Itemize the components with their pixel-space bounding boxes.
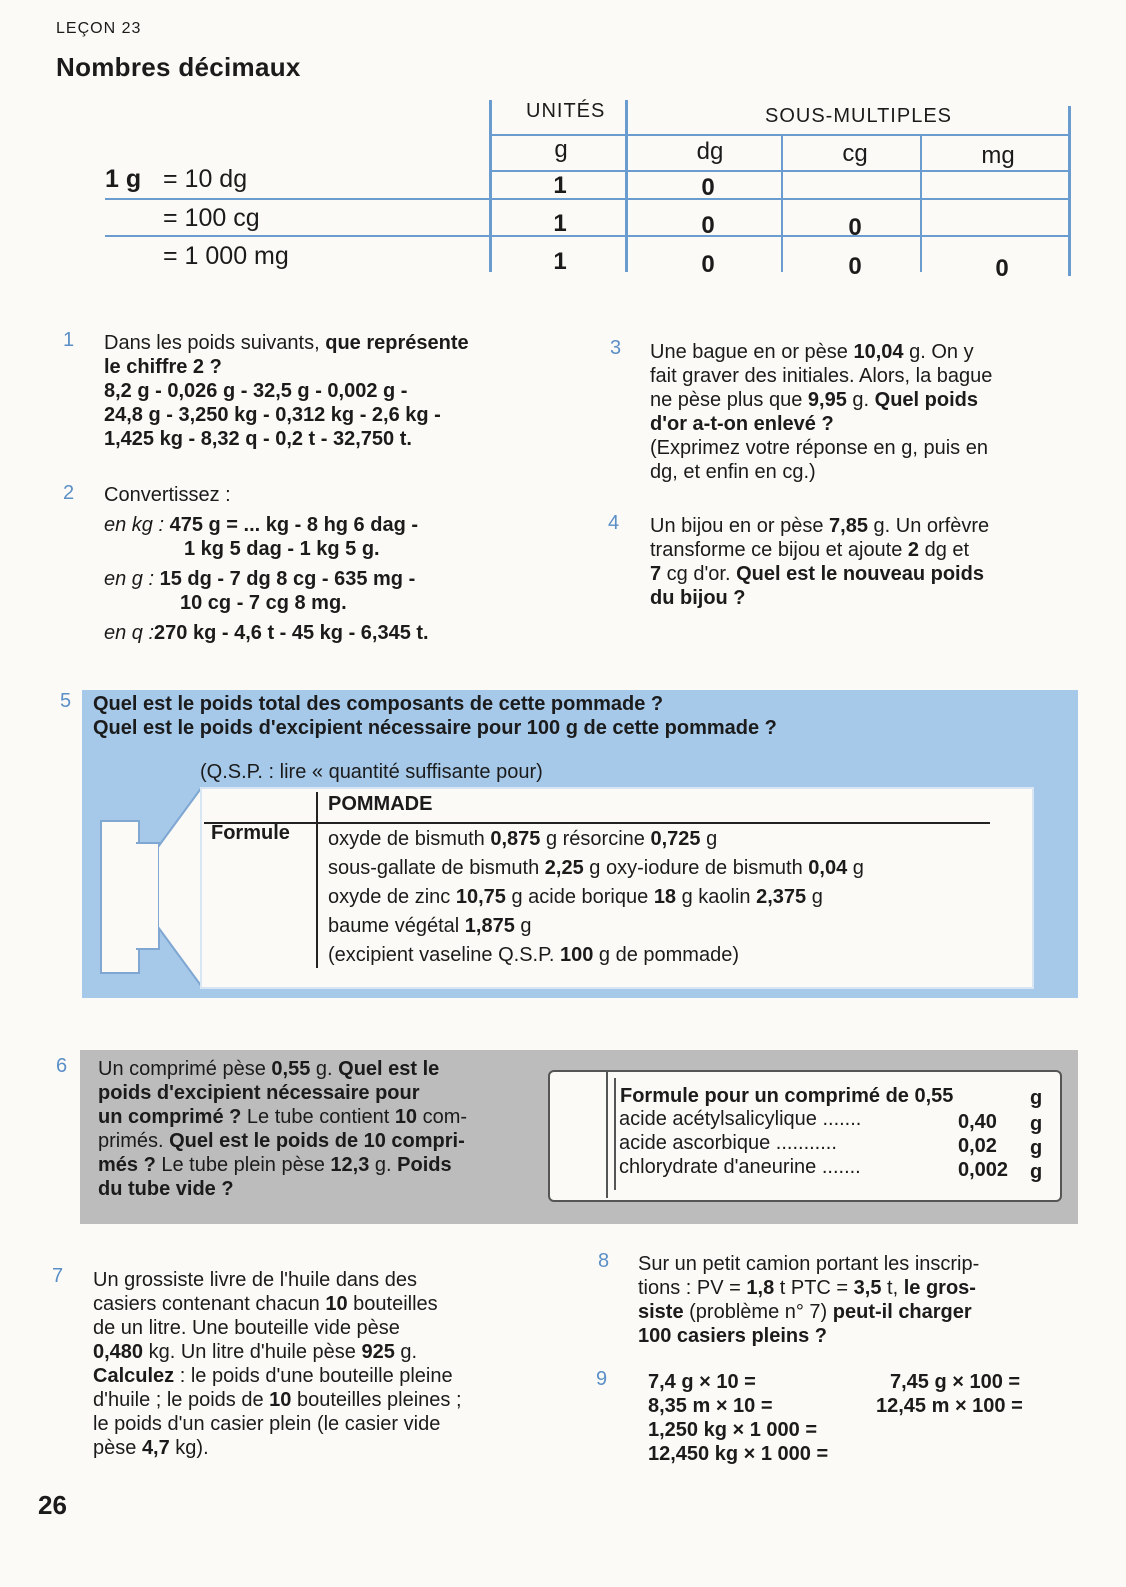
unit-g: g [554, 136, 568, 163]
cell-r1-g: 1 [553, 172, 567, 199]
tube-shoulder-icon [158, 787, 202, 987]
exercise-2: Convertissez : en kg : 475 g = ... kg - 8 hg 6 dag - 1 kg 5 dag - 1 kg 5 g. en g : 15 dg - 7 dg 8 cg - 635 mg - 10 cg - 7 cg 8 mg. en q :270 kg - 4,6 t - 45 kg - 6,345 t. [104, 484, 429, 644]
cell-r2-dg: 0 [701, 212, 715, 239]
row3-eq: = 1 000 mg [163, 242, 289, 270]
cell-r3-cg: 0 [848, 253, 862, 280]
lesson-label: LEÇON 23 [56, 20, 142, 37]
tube-cap-icon [100, 820, 140, 974]
page-number: 26 [38, 1490, 67, 1520]
row1-eq: = 10 dg [163, 165, 248, 193]
exercise-8-number: 8 [598, 1250, 610, 1272]
row1-prefix: 1 g [105, 165, 142, 193]
unit-mg: mg [981, 142, 1015, 169]
ingredient-row: acide acétylsalicylique ....... [619, 1108, 862, 1130]
pommade-formula: oxyde de bismuth 0,875 g résorcine 0,725 g sous-gallate de bismuth 2,25 g oxy-iodure de bismuth 0,04 g oxyde de zinc 10,75 g acide borique 18 g kaolin 2,375 g baume végétal 1,875 g (excipient vaseline Q.S.P. 100 g de pommade) [328, 828, 864, 966]
exercise-9-col-a: 7,4 g × 10 = 8,35 m × 10 = 1,250 kg × 1 000 = 12,450 kg × 1 000 = [648, 1371, 829, 1465]
exercise-2-number: 2 [63, 482, 75, 504]
cell-r1-dg: 0 [701, 174, 715, 201]
exercise-9-col-b: 7,45 g × 100 = 12,45 m × 100 = [876, 1371, 1023, 1417]
comprime-tube-cap-icon [548, 1070, 608, 1198]
cell-r3-g: 1 [553, 248, 567, 275]
unit-cg: cg [842, 140, 868, 167]
exercise-3-number: 3 [610, 337, 622, 359]
cell-r3-dg: 0 [701, 251, 715, 278]
exercise-9-number: 9 [596, 1368, 608, 1390]
exercise-4-number: 4 [608, 512, 620, 534]
ingredient-unit: g [1030, 1137, 1043, 1159]
exercise-7: Un grossiste livre de l'huile dans des casiers contenant chacun 10 bouteilles de un litre. Une bouteille vide pèse 0,480 kg. Un litre d'huile pèse 925 g. Calculez : le poids d'une bouteille pleine d'huile ; le poids de 10 bouteilles pleines ; le poids d'un casier plein (le casier vide pèse 4,7 kg). [93, 1269, 462, 1459]
header-unites: UNITÉS [526, 100, 606, 122]
formule-label: Formule [211, 822, 290, 844]
ingredient-value: 0,40 [958, 1111, 997, 1133]
exercise-5-questions: Quel est le poids total des composants de cette pommade ? Quel est le poids d'excipient nécessaire pour 100 g de cette pommade ? [93, 693, 777, 739]
exercise-4: Un bijou en or pèse 7,85 g. Un orfèvre transforme ce bijou et ajoute 2 dg et 7 cg d'or. Quel est le nouveau poids du bijou ? [650, 515, 990, 609]
exercise-5-number: 5 [60, 690, 72, 712]
exercise-5-note: (Q.S.P. : lire « quantité suffisante pour) [200, 761, 543, 783]
ingredient-row: chlorydrate d'aneurine ....... [619, 1156, 861, 1178]
tube-neck-icon [136, 842, 160, 950]
ingredient-value: 0,02 [958, 1135, 997, 1157]
ingredient-value: 0,002 [958, 1159, 1009, 1181]
row2-eq: = 100 cg [163, 204, 260, 232]
comprime-formula-title: Formule pour un comprimé de 0,55 [620, 1085, 954, 1107]
exercise-3: Une bague en or pèse 10,04 g. On y fait graver des initiales. Alors, la bague ne pèse plus que 9,95 g. Quel poids d'or a-t-on enlevé ? (Exprimez votre réponse en g, puis en dg, et enfin en cg.) [650, 341, 993, 483]
pommade-header: POMMADE [328, 793, 433, 815]
cell-r2-g: 1 [553, 210, 567, 237]
ingredient-row: acide ascorbique ........... [619, 1132, 837, 1154]
ingredient-unit: g [1030, 1161, 1043, 1183]
header-sous-multiples: SOUS-MULTIPLES [765, 105, 952, 127]
exercise-6-number: 6 [56, 1055, 68, 1077]
exercise-8: Sur un petit camion portant les inscrip- tions : PV = 1,8 t PTC = 3,5 t, le gros- siste (problème n° 7) peut-il charger 100 casiers pleins ? [638, 1253, 980, 1347]
unit-dg: dg [696, 138, 724, 165]
exercise-7-number: 7 [52, 1265, 64, 1287]
cell-r2-cg: 0 [848, 214, 862, 241]
exercise-6: Un comprimé pèse 0,55 g. Quel est le poids d'excipient nécessaire pour un comprimé ? Le tube contient 10 com- primés. Quel est le poids de 10 compri- més ? Le tube plein pèse 12,3 g. Poids du tube vide ? [98, 1058, 468, 1200]
cell-r3-mg: 0 [995, 255, 1009, 282]
exercise-1-number: 1 [63, 329, 75, 351]
ingredient-unit: g [1030, 1113, 1043, 1135]
comprime-formula-unit: g [1030, 1087, 1043, 1109]
page-title: Nombres décimaux [56, 52, 301, 82]
exercise-1: Dans les poids suivants, que représente le chiffre 2 ? 8,2 g - 0,026 g - 32,5 g - 0,002 g - 24,8 g - 3,250 kg - 0,312 kg - 2,6 kg - 1,425 kg - 8,32 q - 0,2 t - 32,750 t. [104, 332, 469, 450]
